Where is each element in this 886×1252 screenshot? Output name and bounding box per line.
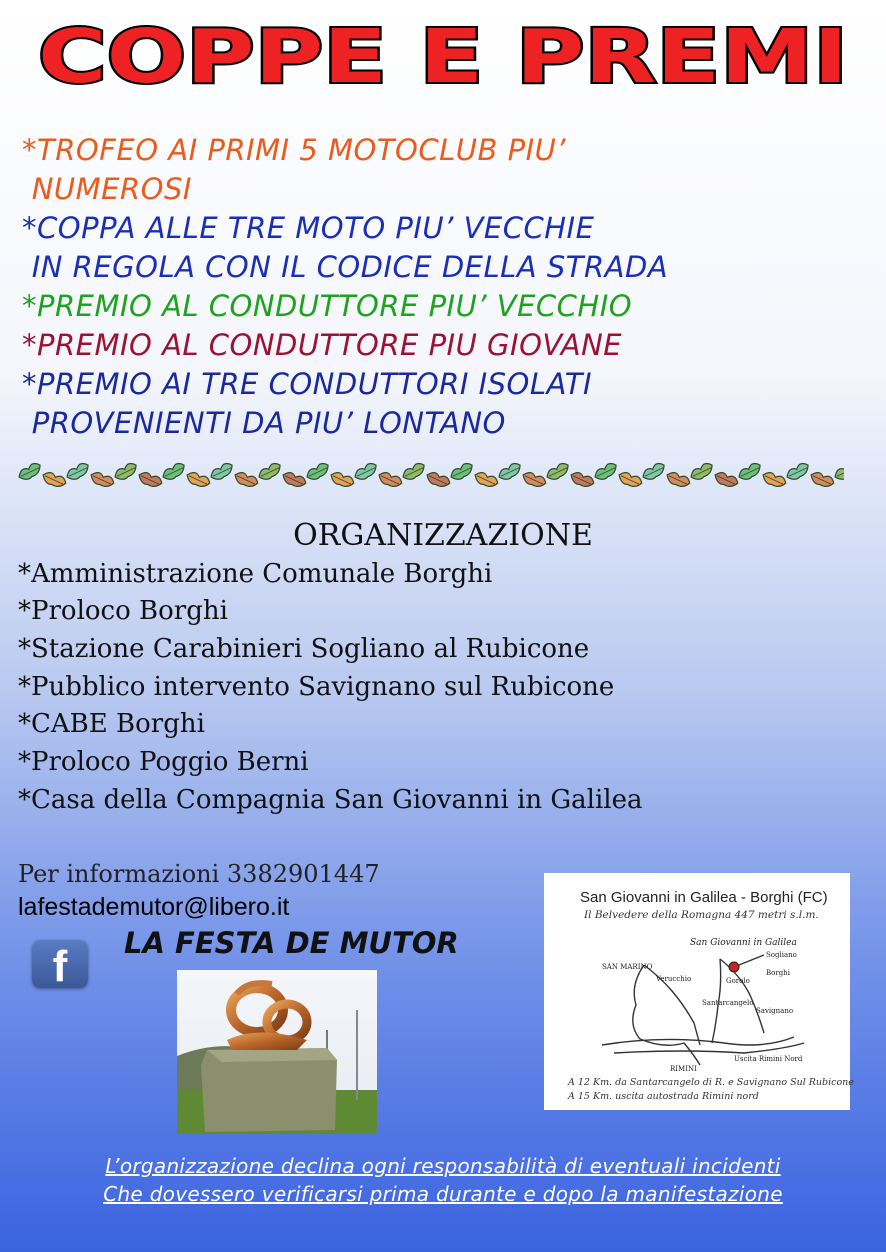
map-title: San Giovanni in Galilea - Borghi (FC) <box>580 889 828 906</box>
leaf-ornament <box>665 469 692 490</box>
leaf-ornament <box>761 469 788 490</box>
leaf-ornament <box>160 461 187 482</box>
leaf-ornament <box>496 461 523 482</box>
org-list-item: *CABE Borghi <box>18 709 205 739</box>
leaf-ornament <box>137 469 164 490</box>
prize-line: PROVENIENTI DA PIU’ LONTANO <box>22 406 506 440</box>
prize-line: IN REGOLA CON IL CODICE DELLA STRADA <box>22 250 669 284</box>
prize-line: *COPPA ALLE TRE MOTO PIU’ VECCHIE <box>22 211 595 245</box>
org-list-item: *Casa della Compagnia San Giovanni in Galilea <box>18 785 643 815</box>
facebook-letter: f <box>52 942 68 988</box>
leaf-ornament <box>592 461 619 482</box>
leaf-border-divider <box>12 458 844 494</box>
leaf-ornament <box>448 461 475 482</box>
leaf-ornament <box>617 469 644 490</box>
leaf-ornament <box>425 469 452 490</box>
leaf-ornament <box>16 461 43 482</box>
map-note: A 15 Km. uscita autostrada Rimini nord <box>568 1091 759 1102</box>
leaf-ornament <box>400 461 427 482</box>
map-label: Savignano <box>756 1007 794 1015</box>
leaf-ornament <box>89 469 116 490</box>
org-list-item: *Proloco Poggio Berni <box>18 747 309 777</box>
leaf-ornament <box>832 461 844 482</box>
prize-line: *PREMIO AL CONDUTTORE PIU’ VECCHIO <box>22 289 633 323</box>
leaf-ornament <box>640 461 667 482</box>
map-label: Gorolo <box>726 977 750 985</box>
location-map <box>544 873 854 1110</box>
map-label: Borghi <box>766 969 790 977</box>
map-label: Verucchio <box>656 975 692 983</box>
prize-line: *TROFEO AI PRIMI 5 MOTOCLUB PIU’ <box>22 133 567 167</box>
map-note: A 12 Km. da Santarcangelo di R. e Savignano Sul Rubicone <box>568 1077 854 1088</box>
leaf-ornament <box>185 469 212 490</box>
map-label: Santarcangelo <box>702 999 754 1007</box>
leaf-ornament <box>256 461 283 482</box>
leaf-ornament <box>208 461 235 482</box>
sculpture-photo <box>177 970 377 1134</box>
leaf-ornament <box>352 461 379 482</box>
leaf-ornament <box>521 469 548 490</box>
leaf-ornament <box>64 461 91 482</box>
map-label: Uscita Rimini Nord <box>734 1055 803 1063</box>
leaf-ornament <box>377 469 404 490</box>
disclaimer-line: Che dovessero verificarsi prima durante e dopo la manifestazione <box>103 1182 783 1206</box>
leaf-ornament <box>688 461 715 482</box>
org-list-item: *Pubblico intervento Savignano sul Rubicone <box>18 672 615 702</box>
leaf-ornament <box>809 469 836 490</box>
page-title <box>22 18 864 98</box>
map-handwritten: San Giovanni in Galilea <box>690 938 797 948</box>
prize-line: NUMEROSI <box>22 172 192 206</box>
org-list-item: *Proloco Borghi <box>18 596 228 626</box>
prize-line: *PREMIO AI TRE CONDUTTORI ISOLATI <box>22 367 593 401</box>
leaf-ornament <box>112 461 139 482</box>
map-label: SAN MARINO <box>602 963 653 971</box>
prize-line: *PREMIO AL CONDUTTORE PIU GIOVANE <box>22 328 623 362</box>
leaf-ornament <box>41 469 68 490</box>
map-label: RIMINI <box>670 1065 697 1073</box>
leaf-ornament <box>329 469 356 490</box>
email-link[interactable]: lafestademutor@libero.it <box>18 893 290 921</box>
event-name: LA FESTA DE MUTOR <box>124 926 459 960</box>
leaf-ornament <box>736 461 763 482</box>
organization-heading <box>0 518 886 553</box>
map-subtitle: Il Belvedere della Romagna 447 metri s.l.m. <box>584 909 819 921</box>
facebook-icon[interactable] <box>32 940 88 988</box>
leaf-ornament <box>544 461 571 482</box>
org-list-item: *Stazione Carabinieri Sogliano al Rubicone <box>18 634 590 664</box>
info-phone: Per informazioni 3382901447 <box>18 860 380 888</box>
leaf-ornament <box>784 461 811 482</box>
leaf-ornament <box>233 469 260 490</box>
disclaimer-line: L’organizzazione declina ogni responsabilità di eventuali incidenti <box>105 1154 781 1178</box>
leaf-ornament <box>281 469 308 490</box>
org-list-item: *Amministrazione Comunale Borghi <box>18 559 493 589</box>
leaf-ornament <box>473 469 500 490</box>
leaf-ornament <box>713 469 740 490</box>
map-drawing <box>544 925 850 1075</box>
leaf-ornament <box>569 469 596 490</box>
map-label: Sogliano <box>766 951 797 959</box>
organization-heading-text: ORGANIZZAZIONE <box>293 518 593 553</box>
leaf-ornament <box>304 461 331 482</box>
title-text: COPPE E PREMI <box>38 18 848 98</box>
